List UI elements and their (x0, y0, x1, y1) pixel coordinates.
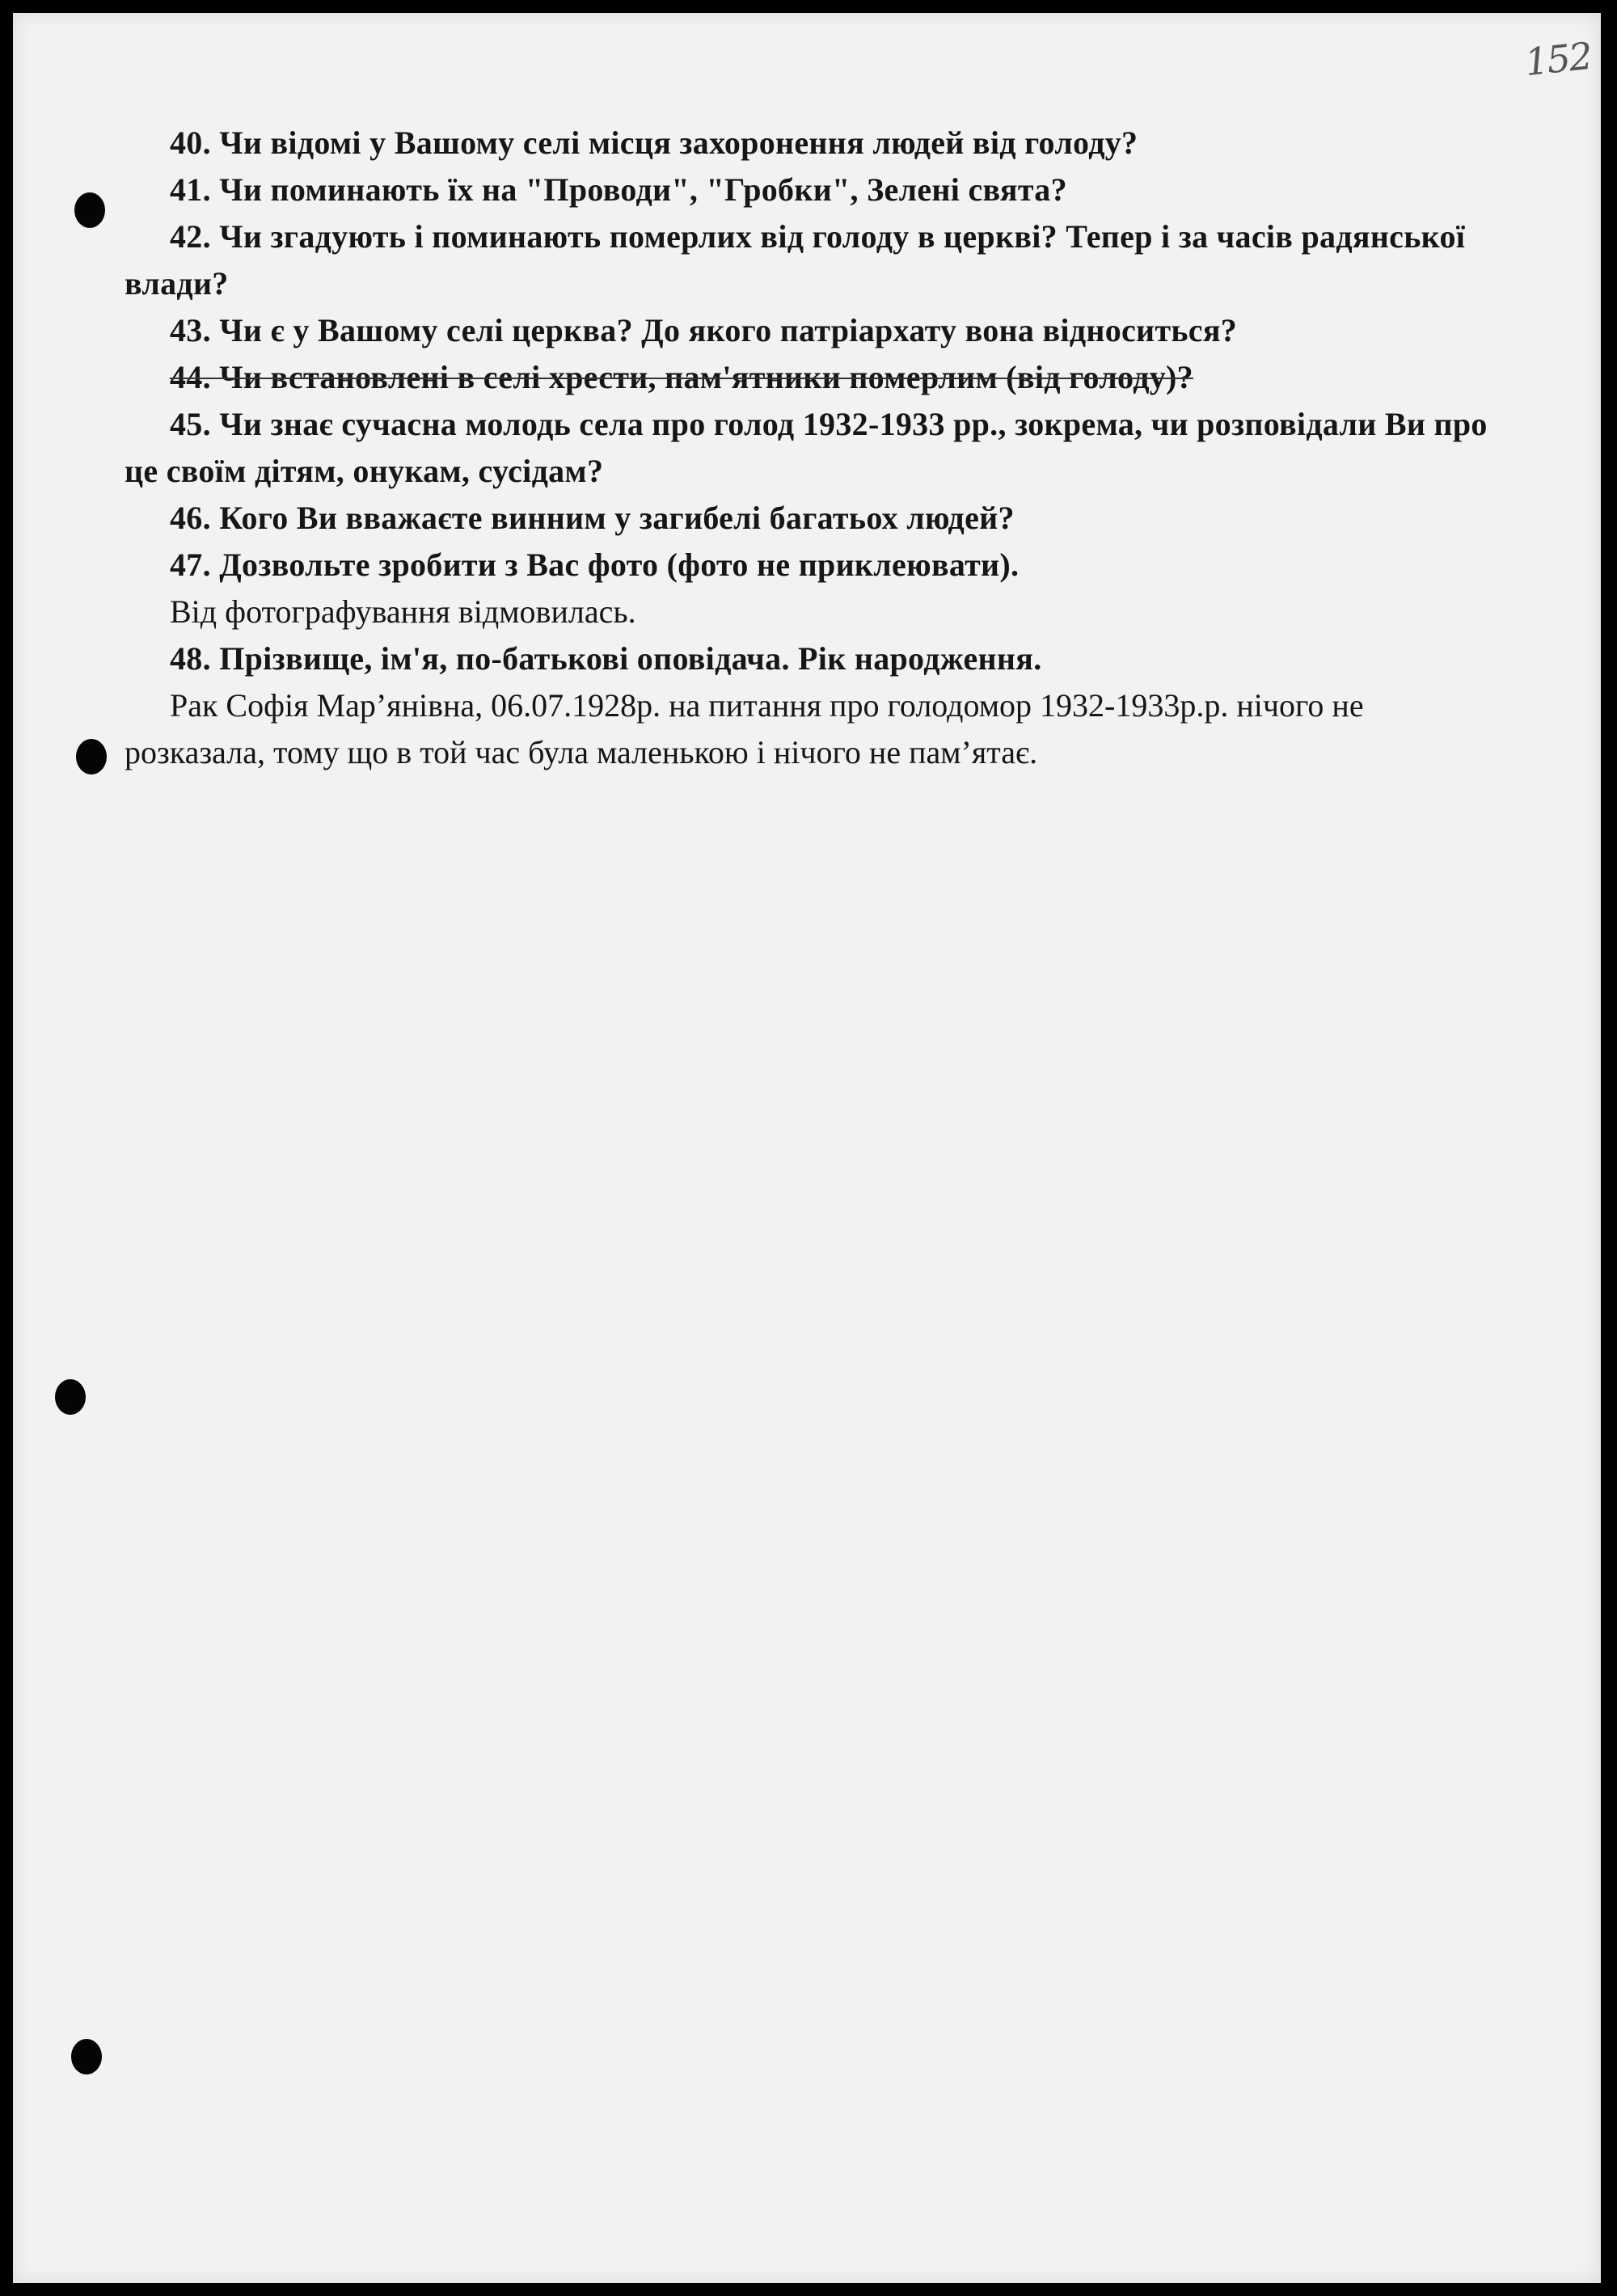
document-page (13, 13, 1601, 2283)
answer-47: Від фотографування відмовилась. (170, 593, 636, 630)
punch-hole (55, 1379, 86, 1415)
question-44: 44. Чи встановлені в селі хрести, пам'ятники померлим (від голоду)? (170, 359, 1193, 395)
question-48: 48. Прізвище, ім'я, по-батькові оповідача. Рік народження. (170, 640, 1042, 677)
question-42: 42. Чи згадують і поминають померлих від голоду в церкві? Тепер і за часів радянської влади? (125, 218, 1466, 302)
question-45: 45. Чи знає сучасна молодь села про голод 1932-1933 рр., зокрема, чи розповідали Ви про це своїм дітям, онукам, сусідам? (125, 406, 1488, 489)
punch-hole (71, 2039, 102, 2074)
handwritten-page-number: 152 (1522, 33, 1594, 85)
answer-48: Рак Софія Мар’янівна, 06.07.1928р. на питання про голодомор 1932-1933р.р. нічого не розказала, тому що в той час була маленькою і нічого не пам’ятає. (125, 687, 1364, 770)
question-43: 43. Чи є у Вашому селі церква? До якого патріархату вона відноситься? (170, 312, 1238, 348)
question-47: 47. Дозвольте зробити з Вас фото (фото не приклеювати). (170, 547, 1020, 583)
punch-hole (76, 739, 107, 774)
question-46: 46. Кого Ви вважаєте винним у загибелі багатьох людей? (170, 500, 1015, 536)
punch-hole (74, 192, 105, 228)
question-40: 40. Чи відомі у Вашому селі місця захоронення людей від голоду? (170, 125, 1138, 161)
questionnaire-text (125, 120, 1499, 776)
question-41: 41. Чи поминають їх на "Проводи", "Гробки", Зелені свята? (170, 171, 1067, 208)
